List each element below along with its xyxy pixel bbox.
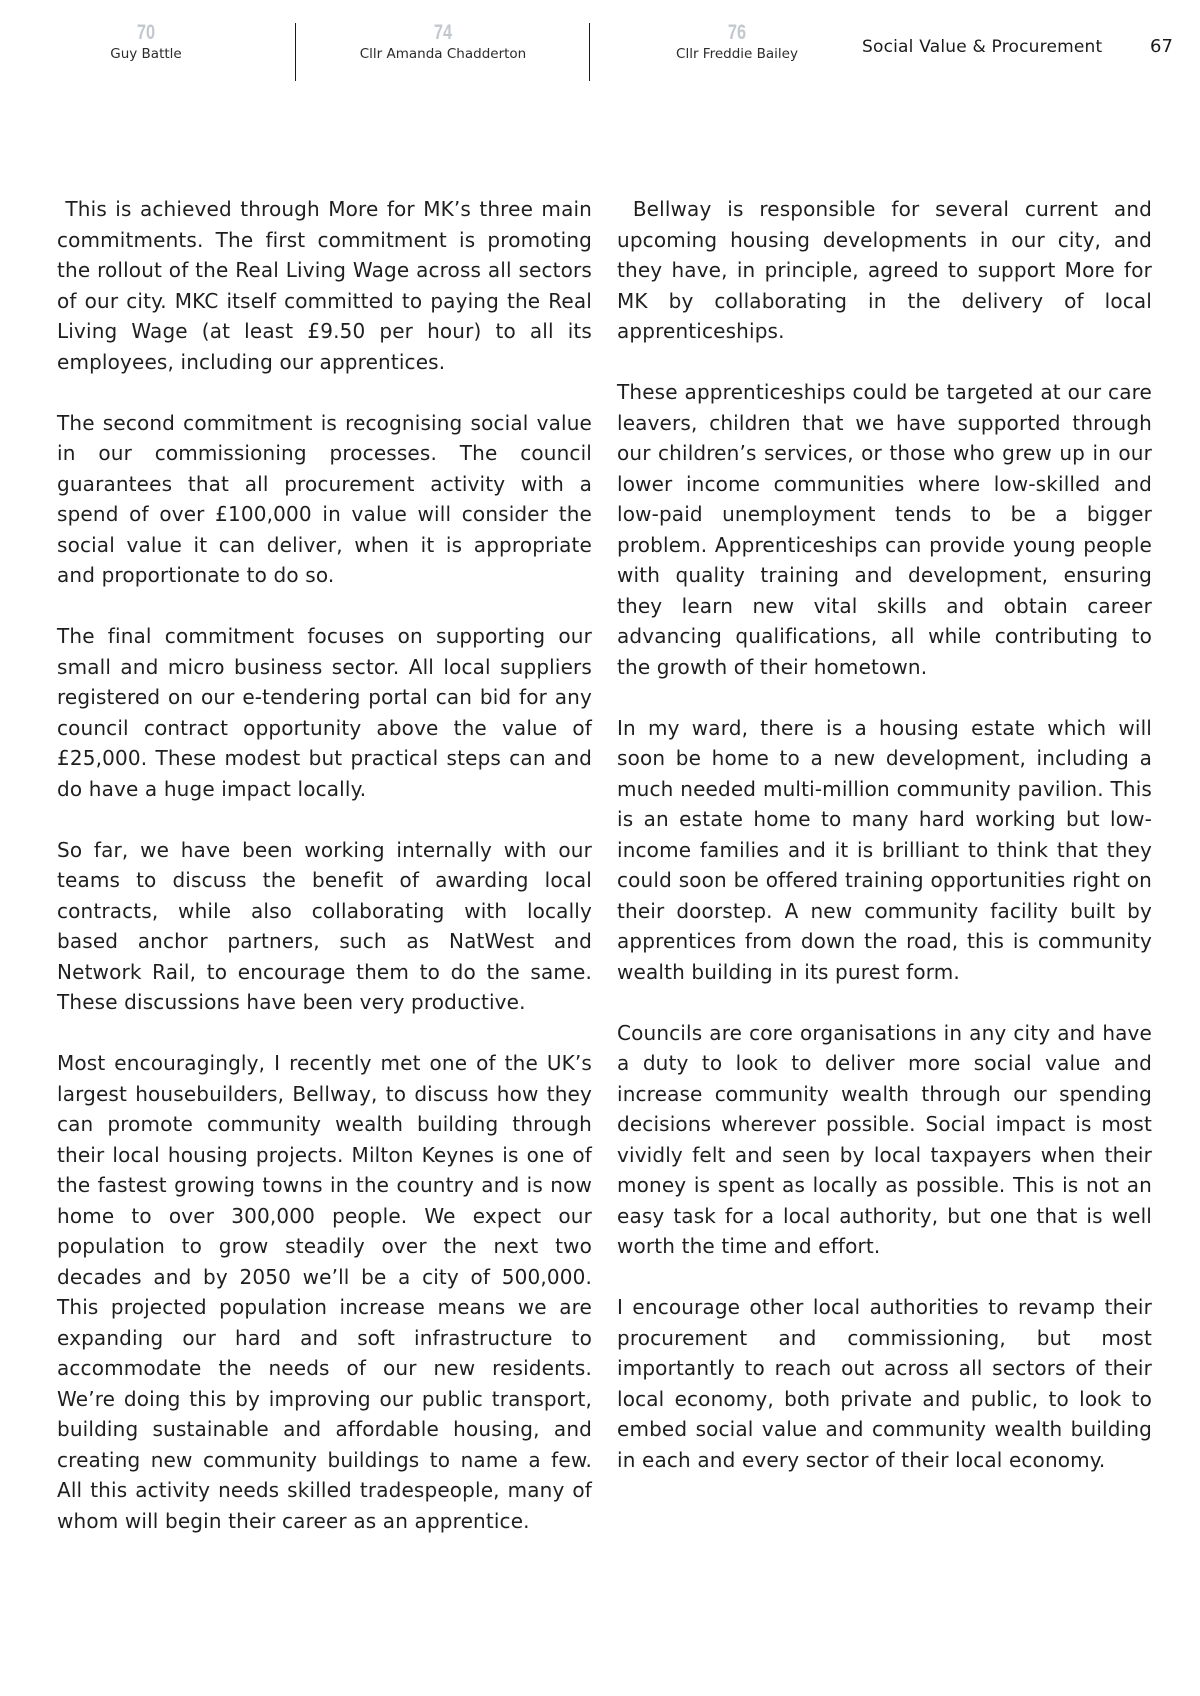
right-column [617,194,1152,1506]
nav-page-number: 70 [136,21,156,44]
nav-author-name: Guy Battle [110,46,182,62]
nav-author-name: Cllr Freddie Bailey [676,46,798,62]
page-header [0,0,1200,90]
paragraph: I encourage other local authorities to revamp their procurement and commissioning, but most importantly to reach out across all sectors of their local economy, both private and public, to look to embed social value and community wealth building in each and every sector of their local economy. [617,1295,1152,1472]
page-number: 67 [1150,36,1173,57]
paragraph: The final commitment focuses on supporting our small and micro business sector. All local suppliers registered on our e-tendering portal can bid for any council contract opportunity above the value of £25,000. These modest but practical steps can and do have a huge impact locally. [57,624,592,801]
paragraph: Councils are core organisations in any city and have a duty to look to deliver more social value and increase community wealth through our spending decisions wherever possible. Social impact is most vividly felt and seen by local taxpayers when their money is spent as locally as possible. This is not an easy task for a local authority, but one that is well worth the time and effort. [617,1020,1152,1258]
paragraph: In my ward, there is a housing estate which will soon be home to a new development, including a much needed multi-million community pavilion. This is an estate home to many hard working but low-income families and it is brilliant to think that they could soon be offered training opportunities right on their doorstep. A new community facility built by apprentices from down the road, this is community wealth building in its purest form. [617,715,1152,984]
paragraph: Most encouragingly, I recently met one of the UK’s largest housebuilders, Bellway, to discuss how they can promote community wealth building through their local housing projects. Milton Keynes is one of the fastest growing towns in the country and is now home to over 300,000 people. We expect our population to grow steadily over the next two decades and by 2050 we’ll be a city of 500,000. This projected population increase means we are expanding our hard and soft infrastructure to accommodate the needs of our new residents. We’re doing this by improving our public transport, building sustainable and affordable housing, and creating new community buildings to name a few. All this activity needs skilled tradespeople, many of whom will begin their career as an apprentice. [57,1051,592,1533]
paragraph: The second commitment is recognising social value in our commissioning processes. The council guarantees that all procurement activity with a spend of over £100,000 in value will consider the social value it can deliver, when it is appropriate and proportionate to do so. [57,410,592,587]
section-title: Social Value & Procurement [862,37,1103,57]
nav-page-number: 74 [433,21,453,44]
paragraph: Bellway is responsible for several current and upcoming housing developments in our city, and they have, in principle, agreed to support More for MK by collaborating in the delivery of local apprenticeships. [617,197,1152,343]
paragraph: This is achieved through More for MK’s three main commitments. The first commitment is promoting the rollout of the Real Living Wage across all sectors of our city. MKC itself committed to paying the Real Living Wage (at least £9.50 per hour) to all its employees, including our apprentices. [57,197,593,374]
left-column [57,194,592,1567]
nav-link-guy-battle[interactable] [21,22,271,63]
nav-author-name: Cllr Amanda Chadderton [359,46,527,62]
nav-link-freddie-bailey[interactable] [612,22,862,63]
header-divider [295,23,296,81]
paragraph: So far, we have been working internally with our teams to discuss the benefit of awarding local contracts, while also collaborating with locally based anchor partners, such as NatWest and Network Rail, to encourage them to do the same. These discussions have been very productive. [57,837,592,1014]
paragraph: These apprenticeships could be targeted at our care leavers, children that we have supported through our children’s services, or those who grew up in our lower income communities where low-skilled and low-paid unemployment tends to be a bigger problem. Apprenticeships can provide young people with quality training and development, ensuring they learn new vital skills and obtain career advancing qualifications, all while contributing to the growth of their hometown. [617,380,1152,679]
nav-page-number: 76 [727,21,747,44]
nav-link-amanda-chadderton[interactable] [318,22,568,63]
header-divider [589,23,590,81]
